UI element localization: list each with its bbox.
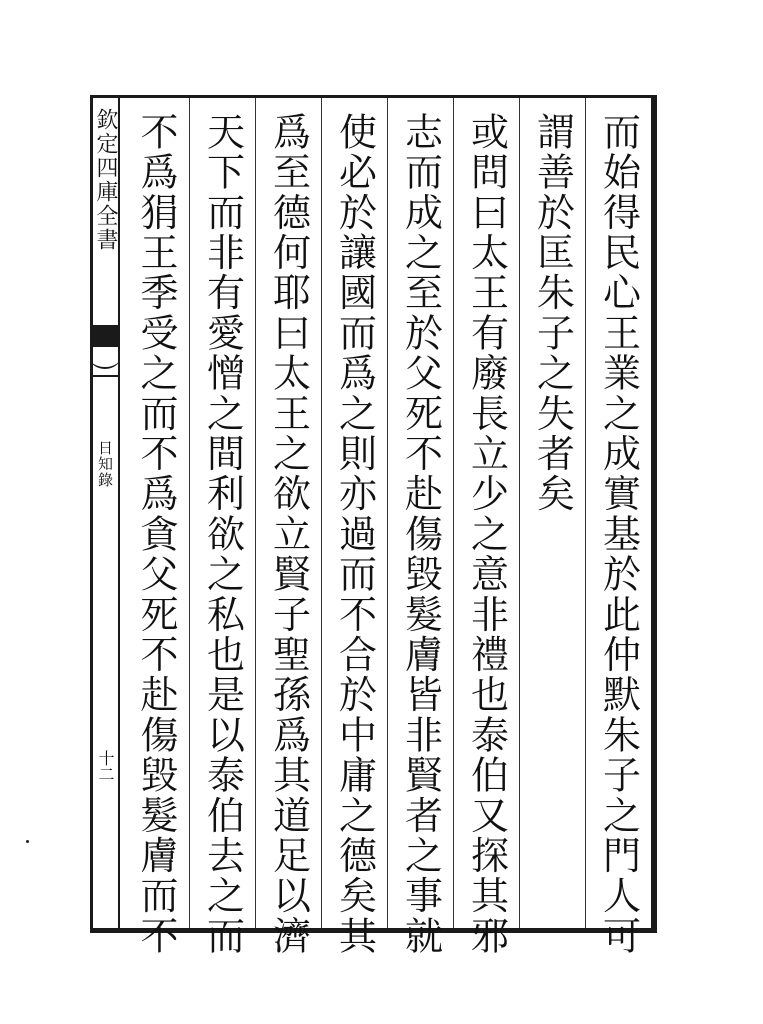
text-column: [123, 98, 189, 957]
text-column: [585, 98, 651, 957]
column-text: 不爲狷王季受之而不爲貪父死不赴傷毀髮膚而不: [134, 112, 178, 957]
column-text: 天下而非有愛憎之間利欲之私也是以泰伯去之而: [200, 112, 245, 957]
page-number: 十二: [96, 750, 115, 782]
book-title: 日知錄: [96, 440, 114, 488]
fish-tail-mark: [90, 325, 120, 347]
column-text: 而始得民心王業之成實基於此仲默朱子之門人可: [596, 112, 641, 957]
column-text: 謂善於匡朱子之失者矣: [530, 112, 575, 514]
column-text: 使必於讓國而爲之則亦過而不合於中庸之德矣其: [332, 112, 377, 957]
column-text: 志而成之至於父死不赴傷毀髮膚皆非賢者之事就: [398, 112, 443, 957]
collection-title: 欽定四庫全書: [93, 108, 118, 252]
column-text: 或問曰太王有廢長立少之意非禮也泰伯又探其邪: [464, 112, 509, 957]
text-column: [255, 98, 321, 957]
text-columns: [120, 98, 651, 957]
ink-speck: [26, 840, 29, 843]
text-column: [387, 98, 453, 957]
text-column: [321, 98, 387, 957]
fish-tail-ornament: [90, 347, 120, 377]
text-column: [519, 98, 585, 928]
text-column: [189, 98, 255, 957]
column-text: 爲至德何耶曰太王之欲立賢子聖孫爲其道足以濟: [266, 112, 311, 957]
text-column: [453, 98, 519, 957]
